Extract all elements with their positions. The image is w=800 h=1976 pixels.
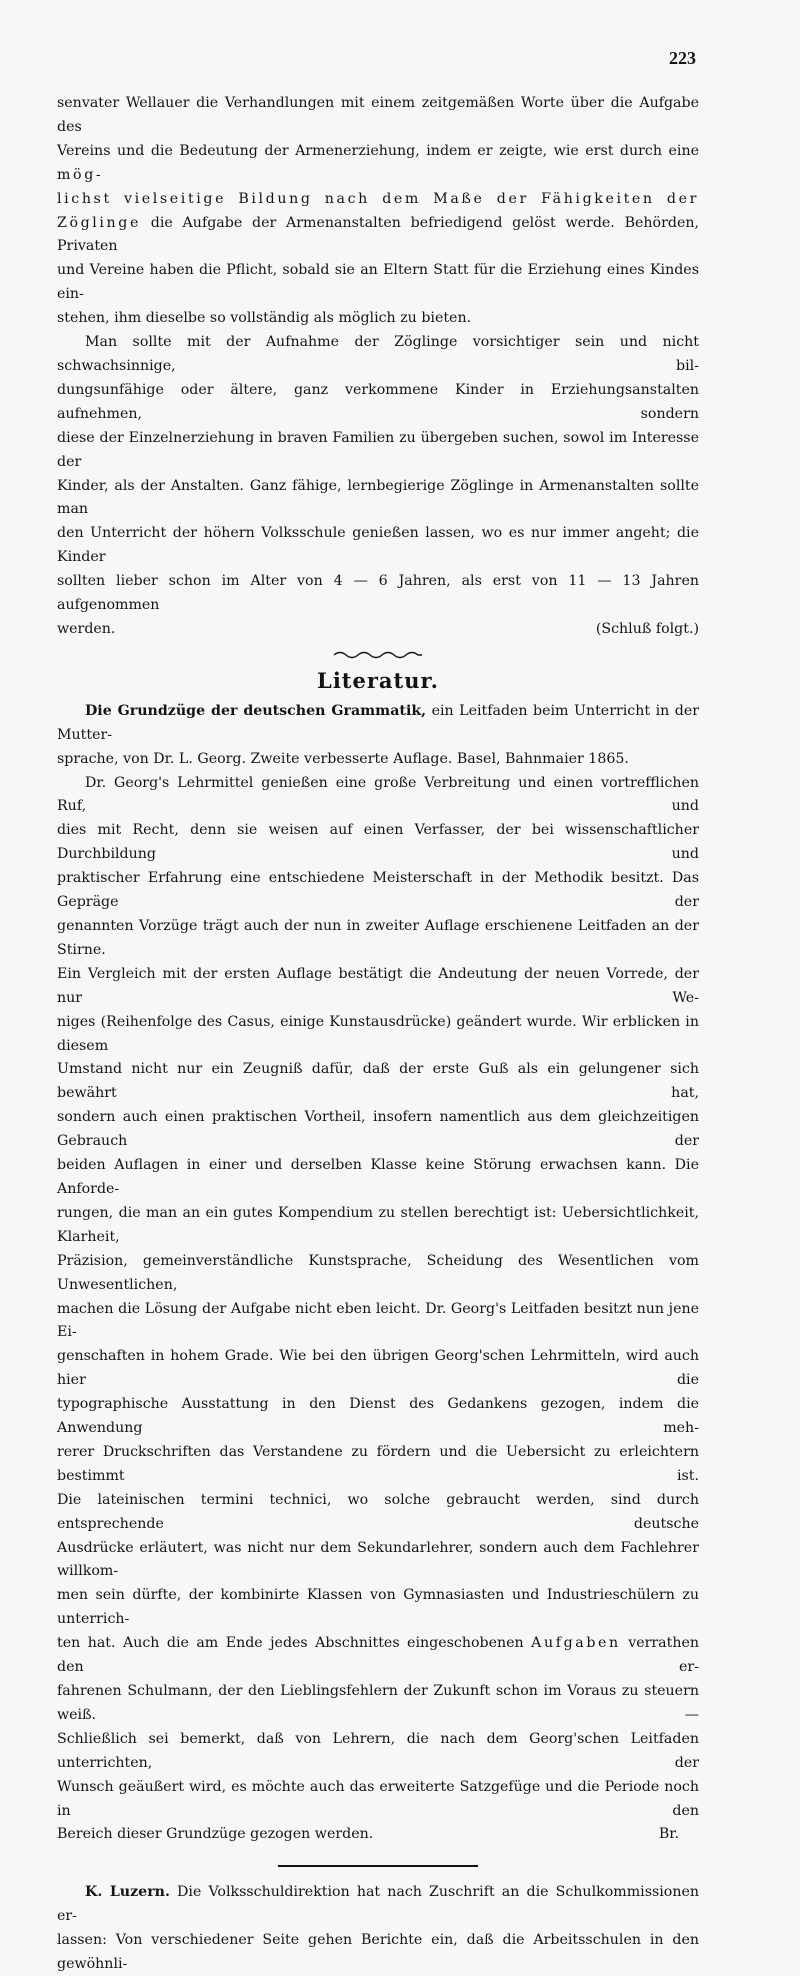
text-line: Ausdrücke erläutert, was nicht nur dem Sekundarlehrer, sondern auch dem Fachlehrer willkom- [57, 1539, 699, 1580]
text-line: stehen, ihm dieselbe so vollständig als möglich zu bieten. [57, 310, 472, 327]
text-line: K. Luzern. Die Volksschuldirektion hat nach Zuschrift an die Schulkommissionen er- [57, 1883, 700, 1924]
book-title: Die Grundzüge der deutschen Grammatik, [85, 702, 427, 719]
text-line: dungsunfähige oder ältere, ganz verkommene Kinder in Erziehungsanstalten aufnehmen, sondern [57, 381, 699, 422]
text-line: Umstand nicht nur ein Zeugniß dafür, daß der erste Guß als ein gelungener sich bewährt hat, [57, 1061, 699, 1102]
text-line: sollten lieber schon im Alter von 4 — 6 Jahren, als erst von 11 — 13 Jahren aufgenommen [57, 573, 699, 614]
text-line: Dr. Georg's Lehrmittel genießen eine große Verbreitung und einen vortrefflichen Ruf, und [57, 774, 699, 815]
text-line: Man sollte mit der Aufnahme der Zöglinge vorsichtiger sein und nicht schwachsinnige, bil- [57, 334, 699, 374]
page-number: 223 [669, 48, 696, 68]
text-line: sprache, von Dr. L. Georg. Zweite verbesserte Auflage. Basel, Bahnmaier 1865. [57, 750, 629, 767]
canton-label: K. Luzern. [85, 1883, 170, 1900]
text-line [57, 188, 699, 212]
text-line: rerer Druckschriften das Verstandene zu fördern und die Uebersicht zu erleichtern bestimmt ist. [57, 1443, 699, 1484]
closing-line [57, 618, 699, 642]
section-divider [278, 1865, 478, 1867]
text-line: Ein Vergleich mit der ersten Auflage bestätigt die Andeutung der neuen Vorrede, der nur We- [57, 965, 699, 1006]
text-line: Präzision, gemeinverständliche Kunstsprache, Scheidung des Wesentlichen vom Unwesentlichen, [57, 1252, 699, 1293]
emphasis-spaced: Zöglinge [57, 214, 141, 231]
text-line: Die lateinischen termini technici, wo solche gebraucht werden, sind durch entsprechende deutsche [57, 1491, 699, 1532]
closing-line [57, 1823, 699, 1847]
text-line: senvater Wellauer die Verhandlungen mit einem zeitgemäßen Worte über die Aufgabe des [57, 95, 699, 135]
text-line: rungen, die man an ein gutes Kompendium zu stellen berechtigt ist: Uebersichtlichkeit, Klarheit, [57, 1204, 699, 1245]
text-line: Wunsch geäußert wird, es möchte auch das erweiterte Satzgefüge und die Periode noch in den [57, 1778, 699, 1819]
text-line: den Unterricht der höhern Volksschule genießen lassen, wo es nur immer angeht; die Kinder [57, 525, 699, 566]
text-line: genschaften in hohem Grade. Wie bei den übrigen Georg'schen Lehrmitteln, wird auch hier die [57, 1348, 699, 1389]
ornament-divider [57, 646, 699, 664]
text-line: lassen: Von verschiedener Seite gehen Berichte ein, daß die Arbeitsschulen in den gewöhnli- [57, 1931, 699, 1972]
text-line: typographische Ausstattung in den Dienst des Gedankens gezogen, indem die Anwendung meh- [57, 1396, 699, 1437]
text-line: niges (Reihenfolge des Casus, einige Kunstausdrücke) geändert wurde. Wir erblicken in diesem [57, 1013, 699, 1054]
emphasis-spaced: Aufgaben [531, 1635, 621, 1652]
text-line: Schließlich sei bemerkt, daß von Lehrern, die nach dem Georg'schen Leitfaden unterrichten, der [57, 1730, 699, 1771]
text-line: dies mit Recht, denn sie weisen auf einen Verfasser, der bei wissenschaftlicher Durchbildung und [57, 822, 699, 863]
text-line: und Vereine haben die Pflicht, sobald sie an Eltern Statt für die Erziehung eines Kindes ein- [57, 262, 699, 303]
text-line: sondern auch einen praktischen Vortheil, insofern namentlich aus dem gleichzeitigen Gebrauch der [57, 1109, 699, 1150]
text-line: Kinder, als der Anstalten. Ganz fähige, lernbegierige Zöglinge in Armenanstalten sollte man [57, 477, 699, 518]
text-line: Vereins und die Bedeutung der Armenerziehung, indem er zeigte, wie erst durch eine mög- [57, 142, 699, 183]
text-line: werden. [57, 620, 116, 637]
text-line: ten hat. Auch die am Ende jedes Abschnittes eingeschobenen Aufgaben verrathen den er- [57, 1635, 700, 1676]
text-line: diese der Einzelnerziehung in braven Familien zu übergeben suchen, sowol im Interesse der [57, 429, 699, 470]
text-line: Zöglinge die Aufgabe der Armenanstalten befriedigend gelöst werde. Behörden, Privaten [57, 214, 699, 255]
text-line: praktischer Erfahrung eine entschiedene Meisterschaft in der Methodik besitzt. Das Gepräge der [57, 870, 699, 911]
section-heading: Literatur. [317, 667, 439, 693]
text-line: Die Grundzüge der deutschen Grammatik, ein Leitfaden beim Unterricht in der Mutter- [57, 702, 700, 743]
text-line: fahrenen Schulmann, der den Lieblingsfehlern der Zukunft schon im Voraus zu steuern weiß. — [57, 1683, 699, 1723]
page-body [57, 92, 699, 1976]
text-line: Bereich dieser Grundzüge gezogen werden. [57, 1826, 374, 1843]
text-line: men sein dürfte, der kombinirte Klassen von Gymnasiasten und Industrieschülern zu unterrich- [57, 1587, 699, 1628]
emphasis-spaced: mög- [57, 166, 104, 183]
text-line: genannten Vorzüge trägt auch der nun in zweiter Auflage erschienene Leitfaden an der Stirne. [57, 918, 699, 958]
continuation-note: (Schluß folgt.) [595, 620, 699, 637]
text-line: beiden Auflagen in einer und derselben Klasse keine Störung erwachsen kann. Die Anforde- [57, 1157, 699, 1197]
emphasis-spaced: lichst vielseitige Bildung nach dem Maße der Fähigkeiten der [57, 190, 699, 207]
signature: Br. [658, 1826, 679, 1843]
text-line: machen die Lösung der Aufgabe nicht eben leicht. Dr. Georg's Leitfaden besitzt nun jene Ei- [57, 1300, 699, 1341]
